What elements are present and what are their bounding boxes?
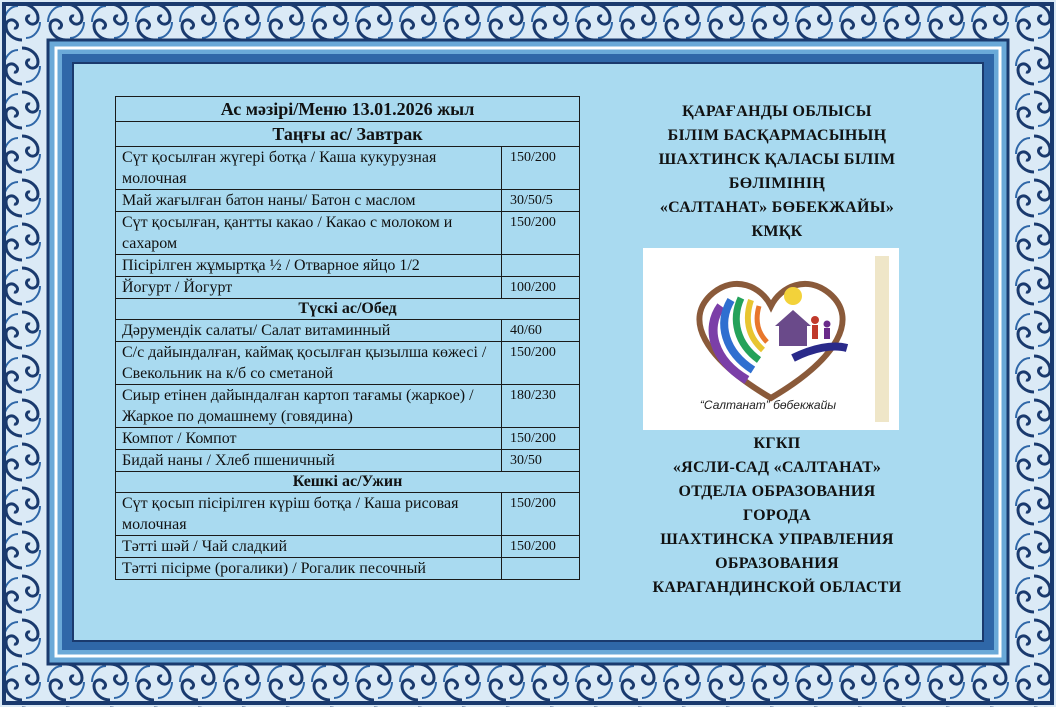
dish-name: С/с дайындалған, каймақ қосылған қызылша көжесі / Свекольник на к/б со сметаной <box>116 342 502 385</box>
dish-name: Тәтті шәй / Чай сладкий <box>116 536 502 558</box>
org-ru-line: «ЯСЛИ-САД «САЛТАНАТ» <box>672 459 882 476</box>
menu-table <box>115 96 580 580</box>
section-row <box>116 472 580 493</box>
menu-item-row <box>116 558 580 580</box>
portion-size: 150/200 <box>502 493 580 536</box>
dish-name: Пісірілген жұмыртқа ½ / Отварное яйцо 1/2 <box>116 255 502 277</box>
menu-title-row <box>116 97 580 122</box>
portion-size: 150/200 <box>502 536 580 558</box>
portion-size: 150/200 <box>502 147 580 190</box>
org-ru-line: КГКП <box>753 435 801 452</box>
section-title: Кешкі ас/Ужин <box>116 472 580 493</box>
portion-size: 150/200 <box>502 342 580 385</box>
dish-name: Сүт қосылған жүгері ботқа / Каша кукурузная молочная <box>116 147 502 190</box>
org-kz-line: КМҚК <box>751 223 803 240</box>
org-kz-line: «САЛТАНАТ» БӨБЕКЖАЙЫ» <box>659 199 895 216</box>
portion-size: 150/200 <box>502 428 580 450</box>
menu-item-row <box>116 212 580 255</box>
menu-item-row <box>116 536 580 558</box>
org-name-russian <box>622 432 932 600</box>
org-ru-line: ОТДЕЛА ОБРАЗОВАНИЯ <box>678 483 876 500</box>
dish-name: Май жағылған батон наны/ Батон с маслом <box>116 190 502 212</box>
menu-item-row <box>116 255 580 277</box>
org-name-kazakh <box>622 100 932 244</box>
portion-size <box>502 255 580 277</box>
dish-name: Дәрумендік салаты/ Салат витаминный <box>116 320 502 342</box>
portion-size: 30/50 <box>502 450 580 472</box>
portion-size: 40/60 <box>502 320 580 342</box>
menu-item-row <box>116 342 580 385</box>
dish-name: Тәтті пісірме (рогалики) / Рогалик песочный <box>116 558 502 580</box>
menu-item-row <box>116 277 580 299</box>
dish-name: Сүт қосылған, қантты какао / Какао с молоком и сахаром <box>116 212 502 255</box>
org-ru-line: ШАХТИНСКА УПРАВЛЕНИЯ <box>660 531 894 548</box>
menu-title: Ас мәзірі/Меню 13.01.2026 жыл <box>116 97 580 122</box>
menu-item-row <box>116 320 580 342</box>
org-ru-line: ОБРАЗОВАНИЯ <box>715 555 839 572</box>
dish-name: Сүт қосып пісірілген күріш ботқа / Каша рисовая молочная <box>116 493 502 536</box>
section-row <box>116 122 580 147</box>
menu-item-row <box>116 450 580 472</box>
org-ru-line: ГОРОДА <box>743 507 811 524</box>
kindergarten-logo <box>643 248 899 430</box>
org-kz-line: БІЛІМ БАСҚАРМАСЫНЫҢ <box>667 127 887 144</box>
menu-item-row <box>116 385 580 428</box>
section-title: Түскі ас/Обед <box>116 299 580 320</box>
portion-size: 150/200 <box>502 212 580 255</box>
portion-size: 100/200 <box>502 277 580 299</box>
menu-item-row <box>116 190 580 212</box>
dish-name: Компот / Компот <box>116 428 502 450</box>
menu-item-row <box>116 147 580 190</box>
logo-caption: “Салтанат” бөбекжайы <box>699 398 837 412</box>
section-title: Таңғы ас/ Завтрак <box>116 122 580 147</box>
portion-size: 180/230 <box>502 385 580 428</box>
org-kz-line: ҚАРАҒАНДЫ ОБЛЫСЫ <box>682 103 872 120</box>
section-row <box>116 299 580 320</box>
org-kz-line: БӨЛІМІНІҢ <box>728 175 826 192</box>
dish-name: Бидай наны / Хлеб пшеничный <box>116 450 502 472</box>
dish-name: Йогурт / Йогурт <box>116 277 502 299</box>
dish-name: Сиыр етінен дайындалған картоп тағамы (жаркое) / Жаркое по домашнему (говядина) <box>116 385 502 428</box>
portion-size: 30/50/5 <box>502 190 580 212</box>
portion-size <box>502 558 580 580</box>
org-ru-line: КАРАГАНДИНСКОЙ ОБЛАСТИ <box>652 579 902 596</box>
menu-item-row <box>116 428 580 450</box>
org-kz-line: ШАХТИНСК ҚАЛАСЫ БІЛІМ <box>658 151 896 168</box>
menu-item-row <box>116 493 580 536</box>
